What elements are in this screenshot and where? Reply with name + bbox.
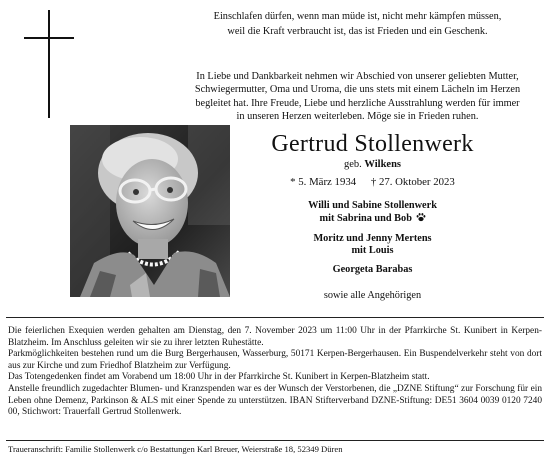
birth-name: Wilkens bbox=[364, 159, 401, 170]
mourner-name: mit Louis bbox=[351, 245, 394, 257]
farewell-line: In Liebe und Dankbarkeit nehmen wir Abschied von unserer geliebten Mutter, bbox=[196, 71, 519, 82]
mourning-address: Traueranschrift: Familie Stollenwerk c/o Bestattungen Karl Breuer, Weierstraße 18, 52349 Düren bbox=[8, 444, 343, 454]
life-dates bbox=[240, 175, 505, 189]
portrait-photo bbox=[70, 125, 230, 297]
death-date: † 27. Oktober 2023 bbox=[370, 176, 455, 188]
portrait-illustration bbox=[70, 125, 230, 297]
cross-vertical-bar bbox=[48, 10, 50, 118]
mourner-group bbox=[240, 200, 505, 227]
service-details bbox=[8, 326, 542, 419]
divider-line bbox=[6, 317, 544, 318]
mourner-name: mit Sabrina und Bob bbox=[319, 213, 412, 225]
farewell-line: begleitet hat. Ihre Freude, Liebe und herzliche Ausstrahlung werden für immer bbox=[195, 97, 520, 109]
birth-name-line bbox=[240, 158, 505, 171]
memorial-paragraph: Das Totengedenken findet am Vorabend um 18:00 Uhr in der Pfarrkirche St. Kunibert in Kerpen-Blatzheim statt. bbox=[8, 372, 430, 383]
farewell-line: in unseren Herzen weiterleben. Möge sie in Frieden ruhen. bbox=[236, 111, 479, 123]
farewell-line: Schwiegermutter, Oma und Uroma, die uns stets mit einem Lächeln im Herzen bbox=[194, 84, 521, 96]
mourners-list bbox=[240, 200, 505, 282]
divider-line bbox=[6, 440, 544, 441]
quote-line: Einschlafen dürfen, wenn man müde ist, nicht mehr kämpfen müssen, bbox=[213, 11, 502, 22]
farewell-text bbox=[185, 70, 530, 124]
donation-paragraph: Anstelle freundlich zugedachter Blumen- und Kranzspenden war es der Wunsch der Verstorbenen, die „DZNE Stiftung“ zur Forschung für ein Leben ohne Demenz, Parkinson & ALS mit einer Spende zu unterstützen. IBAN Stifterverband DZNE-Stiftung: DE51 3604 0039 0120 7240 00, Stichwort: Trauerfall Gertrud Stollenwerk. bbox=[8, 383, 542, 418]
quote-line: weil die Kraft verbraucht ist, das ist Frieden und ein Geschenk. bbox=[227, 25, 488, 37]
birth-date: * 5. März 1934 bbox=[290, 176, 357, 188]
mourner-group bbox=[240, 264, 505, 276]
birth-name-prefix: geb. bbox=[344, 159, 362, 170]
paw-icon bbox=[416, 212, 426, 226]
mourner-name: Moritz und Jenny Mertens bbox=[313, 232, 432, 244]
mourner-line-with-pet bbox=[240, 212, 505, 226]
mourner-group bbox=[240, 233, 505, 258]
funeral-paragraph: Die feierlichen Exequien werden gehalten am Dienstag, den 7. November 2023 um 11:00 Uhr in der Pfarrkirche St. Kunibert in Kerpen-Blatzheim. Im Anschluss geleiten wir sie zu ihrer letzten Ruhestätte. bbox=[8, 326, 542, 348]
deceased-name: Gertrud Stollenwerk bbox=[271, 131, 474, 157]
mourner-name: Willi und Sabine Stollenwerk bbox=[308, 200, 437, 211]
mourner-name: Georgeta Barabas bbox=[332, 263, 413, 275]
cross-horizontal-bar bbox=[24, 37, 74, 39]
parking-paragraph: Parkmöglichkeiten bestehen rund um die Burg Bergerhausen, Wasserburg, 50171 Kerpen-Bergerhausen. Ein Buspendelverkehr steht von dort aus zur Kirche und zum Friedhof Blatzheim zur Verfügung. bbox=[8, 349, 542, 371]
other-relatives: sowie alle Angehörigen bbox=[323, 290, 422, 301]
opening-quote bbox=[185, 10, 530, 39]
